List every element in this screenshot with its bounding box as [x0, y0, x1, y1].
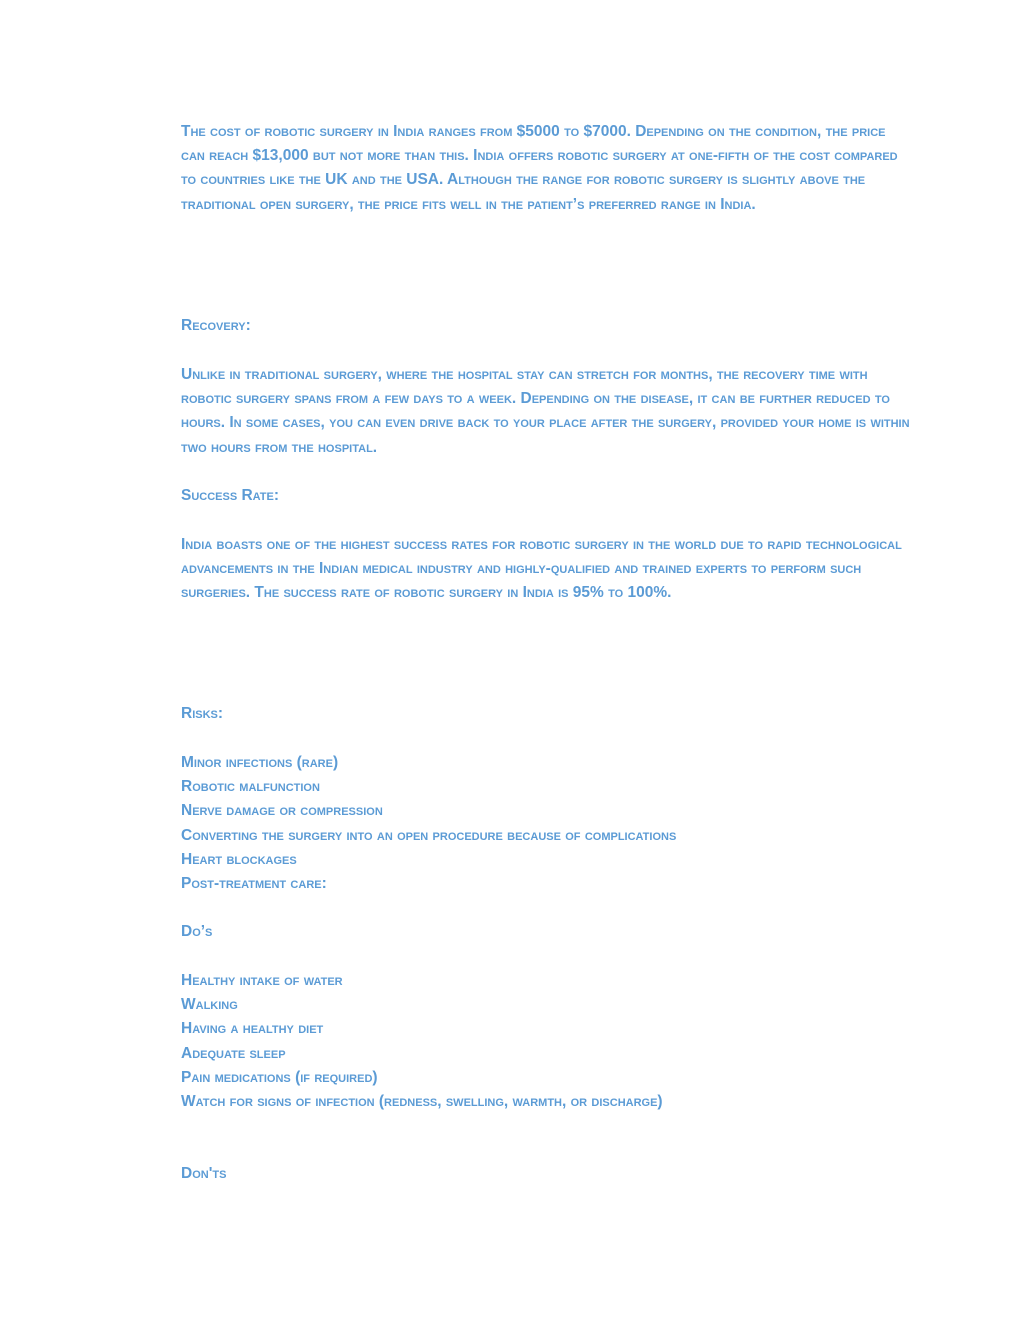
list-item: Post-treatment care: — [181, 875, 327, 893]
success-rate-heading: Success Rate: — [181, 487, 280, 504]
list-item: Having a healthy diet — [181, 1020, 324, 1038]
donts-heading: Don'ts — [181, 1165, 227, 1182]
dos-heading: Do’s — [181, 923, 213, 940]
list-item: Heart blockages — [181, 850, 297, 868]
list-item: Minor infections (rare) — [181, 754, 339, 771]
intro-paragraph: The cost of robotic surgery in India ranges from $5000 to $7000. Depending on the condition, the price can reach $13,000 but not more than this. India offers robotic surgery at one-fifth of the cost compared to countries like the UK and the USA. Although the range for robotic surgery is slightly above the traditional open surgery, the price fits well in the patient’s preferred range in India. — [181, 123, 898, 213]
list-item: Healthy intake of water — [181, 972, 343, 989]
list-item: Adequate sleep — [181, 1044, 286, 1062]
list-item: Nerve damage or compression — [181, 802, 383, 820]
risks-heading: Risks: — [181, 705, 224, 722]
list-item: Converting the surgery into an open procedure because of complications — [181, 826, 677, 844]
list-item: Pain medications (if required) — [181, 1068, 378, 1086]
dos-list — [181, 969, 911, 1114]
recovery-paragraph: Unlike in traditional surgery, where the hospital stay can stretch for months, the recovery time with robotic surgery spans from a few days to a week. Depending on the disease, it can be further reduced to hours. In some cases, you can even drive back to your place after the surgery, provided your home is within two hours from the hospital. — [181, 366, 910, 456]
list-item: Watch for signs of infection (redness, swelling, warmth, or discharge) — [181, 1093, 663, 1111]
risks-list — [181, 751, 911, 896]
list-item: Robotic malfunction — [181, 778, 320, 796]
success-rate-paragraph: India boasts one of the highest success rates for robotic surgery in the world due to rapid technological advancements in the Indian medical industry and highly-qualified and trained experts to perform such surgeries. The success rate of robotic surgery in India is 95% to 100%. — [181, 536, 902, 602]
list-item: Walking — [181, 996, 238, 1014]
recovery-heading: Recovery: — [181, 317, 251, 334]
